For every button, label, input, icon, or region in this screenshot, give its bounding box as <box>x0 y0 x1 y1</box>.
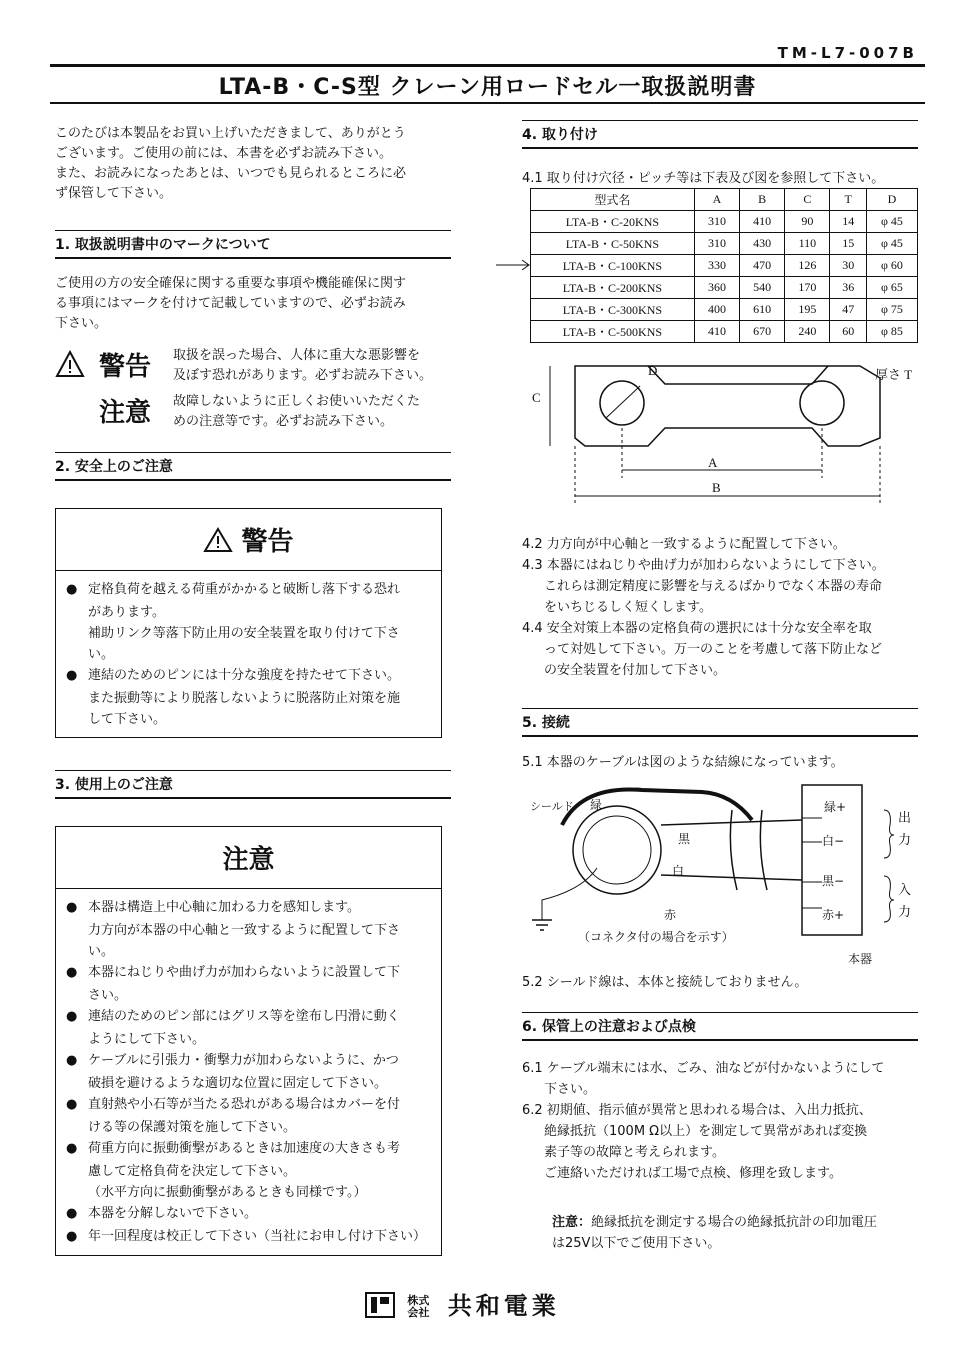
fig-label-b: B <box>712 480 721 495</box>
sec4-notes: 4.2 力方向が中心軸と一致するように配置して下さい。 4.3 本器にはねじりや曲げ力が加わらないようにして下さい。 これらは測定精度に影響を与えるばかりでなく本器の寿命 をいちじるしく短くします。 4.4 安全対策上本器の定格負荷の選択には十分な安全率を取 って対処して下さい。万一のことを考慮して落下防止など の安全装置を付加して下さい。 <box>522 537 885 678</box>
sec5-note1: 5.1 本器のケーブルは図のような結線になっています。 <box>522 755 844 770</box>
caution-box: 注意 ● 本器は構造上中心軸に加わる力を感知します。 力方向が本器の中心軸と一致するように配置して下さ い。 ● 本器にねじりや曲げ力が加わらないように設置して下 さい。 ● 連結のためのピン部にはグリス等を塗布し円滑に動く ようにして下さい。 ● ケーブルに引張力・衝撃力が加わらないように、かつ 破損を避けるような適切な位置に固定して下さい。 ● 直射熱や小石等が当たる恐れがある場合はカバーを付 ける等の保護対策を施して下さい。 ● 荷重方向に振動衝撃があるときは加速度の大きさも考 慮して定格負荷を決定して下さい。 （水平方向に振動衝撃があるときも同様です。） ● 本器を分解しないで下さい。 ● 年一回程度は校正して下さい（当社にお申し付け下さい） <box>55 826 442 1256</box>
warning-label: 警告 <box>99 352 152 382</box>
input-label: 入力 <box>898 883 912 920</box>
spec-table-header: 型式名 A B C T D <box>531 189 918 211</box>
caution-mark-row <box>55 392 455 432</box>
warning-item: ● 連結のためのピンには十分な強度を持たせて下さい。 <box>66 665 431 686</box>
wire-label-shield: シールド <box>530 800 574 813</box>
table-row: LTA-B・C-20KNS 310 410 90 14 φ 45 <box>531 211 918 233</box>
sec6-caution-note: 注意：絶縁抵抗を測定する場合の絶縁抵抗計の印加電圧 は25V以下でご使用下さい。 <box>552 1215 878 1251</box>
wire-label-white: 白 <box>672 864 685 878</box>
sec4-intro: 4.1 取り付け穴径・ピッチ等は下表及び図を参照して下さい。 <box>522 171 885 186</box>
loadcell-dimension-figure <box>530 358 930 518</box>
caution-item: ● ケーブルに引張力・衝撃力が加わらないように、かつ <box>66 1050 431 1071</box>
table-row: LTA-B・C-100KNS 330 470 126 30 φ 60 <box>531 255 918 277</box>
caution-item: ● 年一回程度は校正して下さい（当社にお申し付け下さい） <box>66 1226 431 1247</box>
terminal-black-minus: 黒− <box>822 874 845 888</box>
caution-description: 故障しないように正しくお使いいただくた めの注意等です。必ずお読み下さい。 <box>173 394 421 429</box>
warning-triangle-icon <box>55 350 85 378</box>
terminal-green-plus: 緑+ <box>824 800 847 814</box>
fig-label-a: A <box>708 455 718 470</box>
arrow-right-icon <box>496 258 532 272</box>
caution-item: ● 直射熱や小石等が当たる恐れがある場合はカバーを付 <box>66 1094 431 1115</box>
caution-label: 注意 <box>99 398 152 428</box>
warning-mark-row <box>55 346 455 386</box>
table-row: LTA-B・C-500KNS 410 670 240 60 φ 85 <box>531 321 918 343</box>
table-row: LTA-B・C-200KNS 360 540 170 36 φ 65 <box>531 277 918 299</box>
wiring-diagram <box>522 780 932 950</box>
wire-label-green: 緑 <box>590 798 603 812</box>
fig-label-d: D <box>648 363 658 378</box>
company-logo: 株式会社 共和電業 <box>365 1286 560 1321</box>
table-row: LTA-B・C-50KNS 310 430 110 15 φ 45 <box>531 233 918 255</box>
fig-label-c: C <box>532 390 541 405</box>
title-bottom-rule <box>50 102 925 104</box>
terminal-white-minus: 白− <box>822 834 845 848</box>
connector-note: （コネクタ付の場合を示す） <box>578 930 734 944</box>
sec6-heading: 6. 保管上の注意および点検 <box>522 1016 918 1041</box>
warning-triangle-icon <box>203 527 233 553</box>
sec5-note2: 5.2 シールド線は、本体と接続しておりません。 <box>522 975 808 990</box>
warning-description: 取扱を誤った場合、人体に重大な悪影響を 及ぼす恐れがあります。必ずお読み下さい。 <box>173 348 432 383</box>
title-top-rule <box>50 64 925 67</box>
caution-item: ● 本器は構造上中心軸に加わる力を感知します。 <box>66 897 431 918</box>
terminal-red-plus: 赤+ <box>822 908 845 922</box>
company-mark-icon <box>365 1292 395 1318</box>
caution-item: ● 本器を分解しないで下さい。 <box>66 1203 431 1224</box>
document-number: TM-L7-007B <box>777 44 918 62</box>
warning-box: 警告 ● 定格負荷を越える荷重がかかると破断し落下する恐れ があります。 補助リンク等落下防止用の安全装置を取り付けて下さ い。 ● 連結のためのピンには十分な強度を持たせて下さい。 また振動等により脱落しないように脱落防止対策を施 して下さい。 <box>55 508 442 738</box>
sec1-heading: 1. 取扱説明書中のマークについて <box>55 234 451 259</box>
spec-table <box>530 188 918 343</box>
intro-paragraph: このたびは本製品をお買い上げいただきまして、ありがとう ございます。ご使用の前には、本書を必ずお読み下さい。 また、お読みになったあとは、いつでも見られるところに必 ず保管して下さい。 <box>55 126 407 201</box>
caution-box-title: 注意 <box>56 827 441 889</box>
warning-box-title: 警告 <box>56 509 441 571</box>
sec2-heading: 2. 安全上のご注意 <box>55 456 451 481</box>
table-row: LTA-B・C-300KNS 400 610 195 47 φ 75 <box>531 299 918 321</box>
device-label: 本器 <box>848 952 873 966</box>
caution-item: ● 連結のためのピン部にはグリス等を塗布し円滑に動く <box>66 1006 431 1027</box>
caution-item: ● 荷重方向に振動衝撃があるときは加速度の大きさも考 <box>66 1138 431 1159</box>
warning-item: ● 定格負荷を越える荷重がかかると破断し落下する恐れ <box>66 579 431 600</box>
sec6-notes: 6.1 ケーブル端末には水、ごみ、油などが付かないようにして 下さい。 6.2 初期値、指示値が異常と思われる場合は、入出力抵抗、 絶縁抵抗（100M Ω以上）を測定して異常があれば変換 素子等の故障と考えられます。 ご連絡いただければ工場で点検、修理を致します。 <box>522 1061 885 1181</box>
wire-label-red: 赤 <box>664 908 677 922</box>
sec3-heading: 3. 使用上のご注意 <box>55 774 451 799</box>
sec4-heading: 4. 取り付け <box>522 124 918 149</box>
sec5-heading: 5. 接続 <box>522 712 918 737</box>
fig-label-thickness: 厚さ T <box>875 367 913 382</box>
wire-label-black: 黒 <box>678 832 691 846</box>
page-title: LTA-B・C-S型 クレーン用ロードセル一取扱説明書 <box>218 75 757 100</box>
output-label: 出力 <box>898 811 912 848</box>
caution-item: ● 本器にねじりや曲げ力が加わらないように設置して下 <box>66 962 431 983</box>
sec1-text: ご使用の方の安全確保に関する重要な事項や機能確保に関す る事項にはマークを付けて記載していますので、必ずお読み 下さい。 <box>55 276 407 331</box>
